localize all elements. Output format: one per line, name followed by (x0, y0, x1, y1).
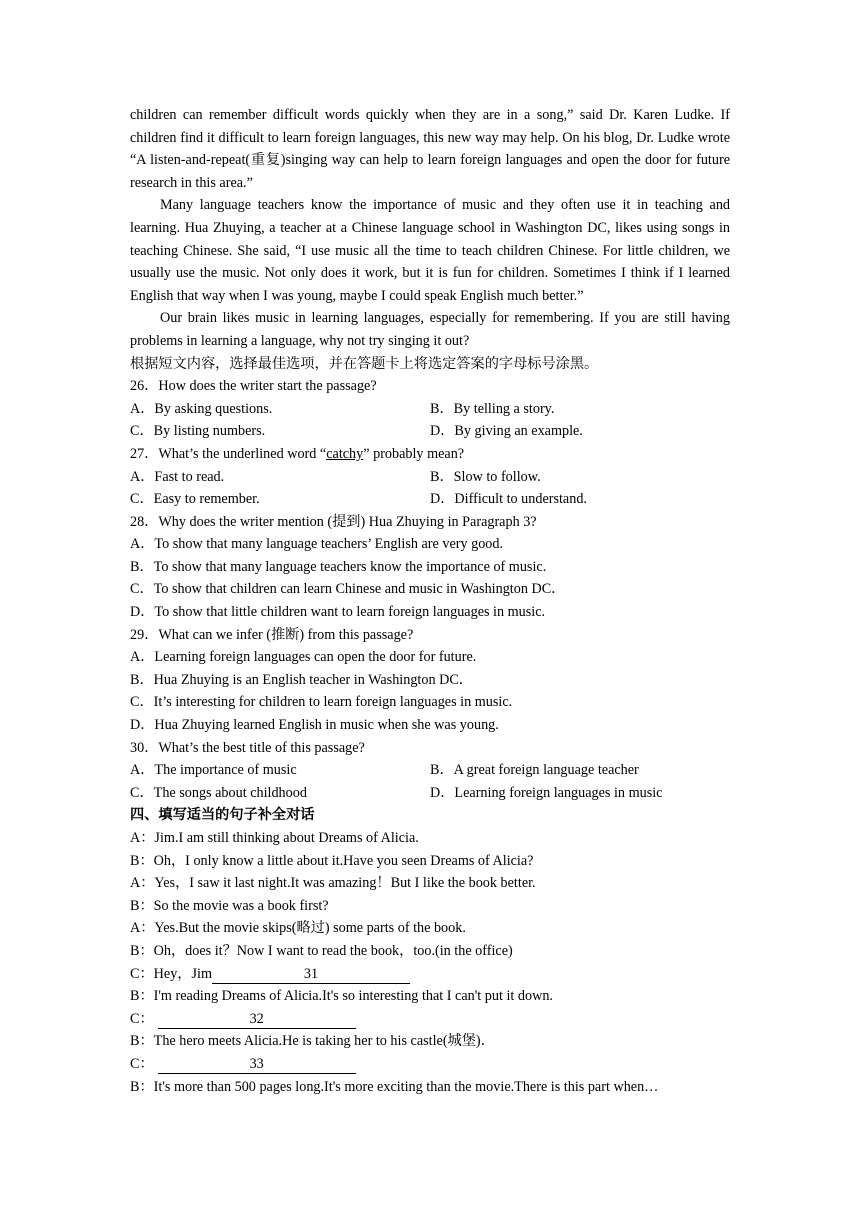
option-d[interactable]: D．Difficult to understand. (430, 491, 587, 508)
option-c[interactable]: C．The songs about childhood (130, 784, 307, 801)
option-c[interactable]: C．To show that children can learn Chinese and music in Washington DC． (130, 581, 566, 598)
speaker-prefix: C： (130, 1010, 154, 1027)
question-27-stem-post: ” probably mean? (363, 445, 465, 462)
dialogue-line-c2 (130, 1008, 730, 1031)
dialogue-line: B：The hero meets Alicia.He is taking her to his castle(城堡)． (130, 1033, 495, 1050)
dialogue-line: B：It's more than 500 pages long.It's more exciting than the movie.There is this part when… (130, 1078, 659, 1095)
dialogue-line: B：Oh，I only know a little about it.Have you seen Dreams of Alicia? (130, 852, 534, 869)
question-27-options-row-1 (130, 466, 730, 489)
question-27-stem (130, 443, 730, 466)
dialogue-line: B：Oh，does it？Now I want to read the book，too.(in the office) (130, 942, 513, 959)
question-26-options-row-2 (130, 420, 730, 443)
dialogue-line-c1 (130, 963, 730, 986)
option-c[interactable]: C．By listing numbers. (130, 423, 266, 440)
passage-paragraph-1-end: children can remember difficult words quickly when they are in a song,” said Dr. Karen Ludke. If children find it difficult to learn foreign languages, this new way may help. On his blog, Dr. Ludke wrote “A listen-and-repeat(重复)singing way can help to learn foreign languages and open the door for future research in this area.” (130, 107, 730, 191)
question-30-options-row-2 (130, 782, 730, 805)
question-26-stem: 26．How does the writer start the passage? (130, 378, 377, 395)
option-a[interactable]: A．By asking questions. (130, 400, 273, 417)
question-27-stem-pre: 27．What’s the underlined word “ (130, 445, 327, 462)
passage-paragraph-2: Many language teachers know the importance of music and they often use it in teaching and learning. Hua Zhuying, a teacher at a Chinese language school in Washington DC, likes using songs in teaching Chinese. She said, “I use music all the time to teach children Chinese. For little children, we usually use the music. Not only does it work, but it is fun for children. Sometimes I think if I learned English that way when I was young, maybe I could speak English much better.” (130, 197, 730, 304)
dialogue-line: A：Jim.I am still thinking about Dreams of Alicia. (130, 830, 419, 846)
question-30-stem: 30．What’s the best title of this passage? (130, 739, 365, 756)
speaker-prefix: C： (130, 1055, 154, 1072)
question-28-stem: 28．Why does the writer mention (提到) Hua Zhuying in Paragraph 3? (130, 513, 537, 530)
section-instruction: 根据短文内容，选择最佳选项，并在答题卡上将选定答案的字母标号涂黑。 (130, 355, 599, 372)
answer-blank-32[interactable]: 32 (158, 1010, 356, 1029)
option-a[interactable]: A．Fast to read. (130, 468, 225, 485)
speaker-prefix: C：Hey，Jim (130, 965, 212, 982)
dialogue-line-c3 (130, 1053, 730, 1076)
option-a[interactable]: A．Learning foreign languages can open the door for future. (130, 649, 477, 666)
option-a[interactable]: A．The importance of music (130, 762, 297, 779)
answer-blank-31[interactable]: 31 (212, 965, 410, 984)
option-b[interactable]: B．To show that many language teachers know the importance of music. (130, 558, 547, 575)
dialogue-line: B：So the movie was a book first? (130, 897, 329, 914)
underlined-word: catchy (326, 445, 364, 462)
option-a[interactable]: A．To show that many language teachers’ English are very good. (130, 536, 504, 553)
question-26-options-row-1 (130, 398, 730, 421)
dialogue-line: A：Yes，I saw it last night.It was amazing！But I like the book better. (130, 875, 536, 892)
section-4-heading: 四、填写适当的句子补全对话 (130, 807, 315, 824)
question-30-options-row-1 (130, 759, 730, 782)
question-29-stem: 29．What can we infer (推断) from this passage? (130, 626, 414, 643)
option-d[interactable]: D．Hua Zhuying learned English in music when she was young. (130, 717, 499, 734)
option-c[interactable]: C．Easy to remember. (130, 491, 260, 508)
option-b[interactable]: B．Slow to follow. (430, 468, 541, 485)
option-d[interactable]: D．Learning foreign languages in music (430, 784, 663, 801)
passage-paragraph-3: Our brain likes music in learning languages, especially for remembering. If you are still having problems in learning a language, why not try singing it out? (130, 310, 730, 349)
option-d[interactable]: D．To show that little children want to learn foreign languages in music. (130, 604, 546, 621)
option-b[interactable]: B．Hua Zhuying is an English teacher in Washington DC． (130, 671, 473, 688)
question-27-options-row-2 (130, 488, 730, 511)
option-d[interactable]: D．By giving an example. (430, 423, 583, 440)
document-page (130, 104, 730, 1098)
answer-blank-33[interactable]: 33 (158, 1055, 356, 1074)
dialogue-line: B：I'm reading Dreams of Alicia.It's so interesting that I can't put it down. (130, 988, 553, 1005)
dialogue-line: A：Yes.But the movie skips(略过) some parts of the book. (130, 920, 466, 937)
option-c[interactable]: C．It’s interesting for children to learn foreign languages in music. (130, 694, 513, 711)
option-b[interactable]: B．A great foreign language teacher (430, 762, 639, 779)
option-b[interactable]: B．By telling a story. (430, 400, 555, 417)
